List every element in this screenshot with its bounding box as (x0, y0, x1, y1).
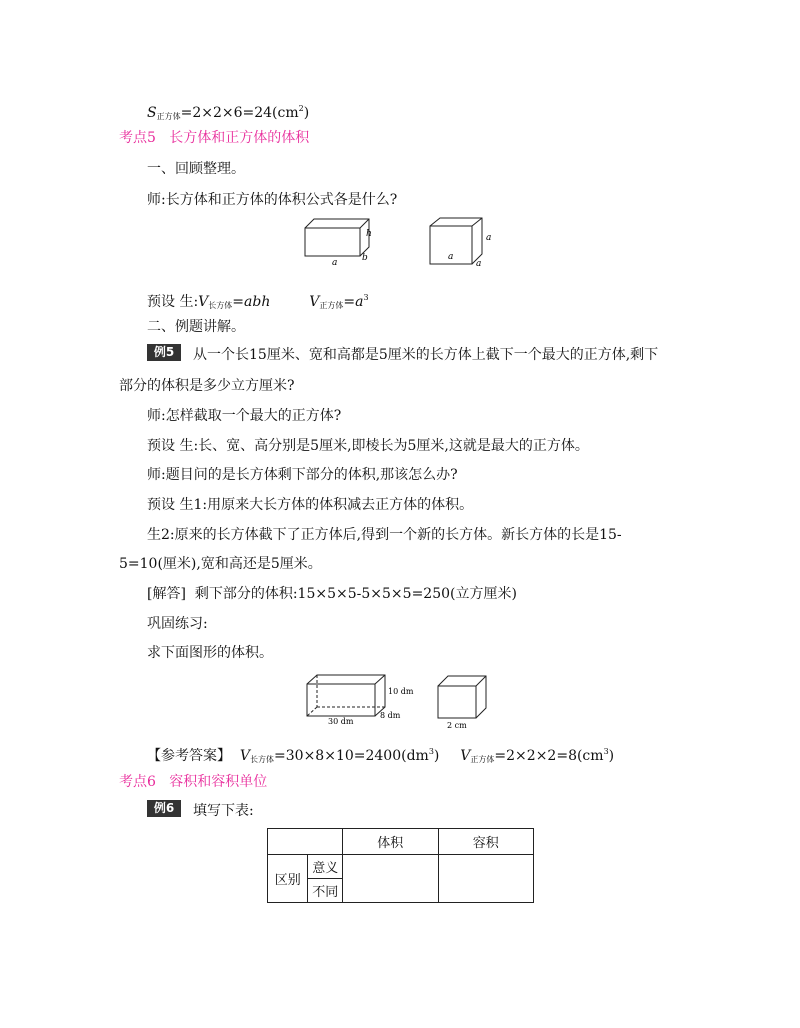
practice-cube-label: 2 cm (447, 721, 467, 730)
example-6-text: 填写下表: (193, 803, 254, 819)
solution-label: [解答] (147, 586, 186, 602)
example-explanation-heading: 二、例题讲解。 (147, 319, 245, 335)
teacher-question-remaining: 师:题目问的是长方体剩下部分的体积,那该怎么办? (147, 467, 458, 483)
example-6-badge: 例6 (147, 800, 181, 817)
section-5-label: 考点5 (119, 130, 156, 146)
volume-capacity-table (267, 828, 534, 903)
table-corner-cell (268, 829, 343, 855)
practice-heading: 巩固练习: (147, 616, 208, 632)
student2-line1: 生2:原来的长方体截下了正方体后,得到一个新的长方体。新长方体的长是15- (147, 527, 622, 543)
reference-answer-line: 【参考答案】 $V_{长方体}=30\times 8\times 10=2400(dm^3)$ $V_{正方体}=2\times 2\times 2=8(cm^3)$ (147, 747, 615, 764)
section-6-label: 考点6 (119, 774, 156, 790)
practice-width-label: 8 dm (380, 711, 401, 720)
example-5-badge: 例5 (147, 344, 181, 361)
section-5-title: 长方体和正方体的体积 (169, 130, 310, 146)
preset-student1: 预设 生1:用原来大长方体的体积减去正方体的体积。 (147, 497, 474, 513)
practice-height-label: 10 dm (388, 687, 414, 696)
preset-formula-line: 预设 生$:V_{长方体}=abh$ $V_{正方体}=a^3$ (147, 293, 369, 310)
solution-line (147, 584, 517, 604)
cuboid-width-label: b (362, 253, 368, 263)
table-cell-capacity-blank (438, 855, 533, 903)
solution-text: 剩下部分的体积:15×5×5-5×5×5=250(立方厘米) (194, 586, 517, 602)
surface-area-formula: $S_{正方体}=2\times 2\times 6=24(cm^2)$ (147, 104, 310, 121)
cube-edge-label-right: a (486, 233, 492, 243)
reference-answer-label: 【参考答案】 (147, 748, 231, 764)
table-header-volume: 体积 (343, 829, 438, 855)
cube-edge-label-front: a (448, 252, 454, 262)
practice-cuboid-diagram (307, 675, 385, 716)
student2-line2: 5=10(厘米),宽和高还是5厘米。 (119, 556, 322, 572)
practice-cube-diagram (438, 676, 486, 718)
cuboid-cube-figure (300, 214, 500, 270)
table-row-group-label: 区别 (268, 855, 308, 903)
cuboid-height-label: h (366, 229, 372, 239)
cuboid-length-label: a (332, 258, 338, 268)
section-6-title: 容积和容积单位 (169, 774, 268, 790)
practice-figure (304, 672, 504, 732)
table-row-meaning-label: 意义 (308, 855, 343, 879)
example-5-text-line1: 从一个长15厘米、宽和高都是5厘米的长方体上截下一个最大的正方体,剩下 (193, 347, 659, 363)
teacher-question-cut: 师:怎样截取一个最大的正方体? (147, 408, 342, 424)
cube-edge-label-depth: a (476, 259, 482, 269)
example-5-text-line2: 部分的体积是多少立方厘米? (119, 378, 295, 394)
teacher-question-formulas: 师:长方体和正方体的体积公式各是什么? (147, 192, 398, 208)
section-6-heading (119, 772, 267, 792)
cube-diagram (430, 218, 482, 264)
table-row-diff-label: 不同 (308, 879, 343, 903)
preset-answer-cut: 预设 生:长、宽、高分别是5厘米,即棱长为5厘米,这就是最大的正方体。 (147, 438, 589, 454)
review-heading: 一、回顾整理。 (147, 161, 245, 177)
table-header-capacity: 容积 (438, 829, 533, 855)
table-cell-volume-blank (343, 855, 438, 903)
practice-task: 求下面图形的体积。 (147, 645, 273, 661)
table-header-row (268, 829, 534, 855)
practice-length-label: 30 dm (328, 717, 354, 726)
cuboid-diagram (305, 219, 369, 256)
section-5-heading (119, 128, 309, 148)
table-row-meaning (268, 855, 534, 879)
